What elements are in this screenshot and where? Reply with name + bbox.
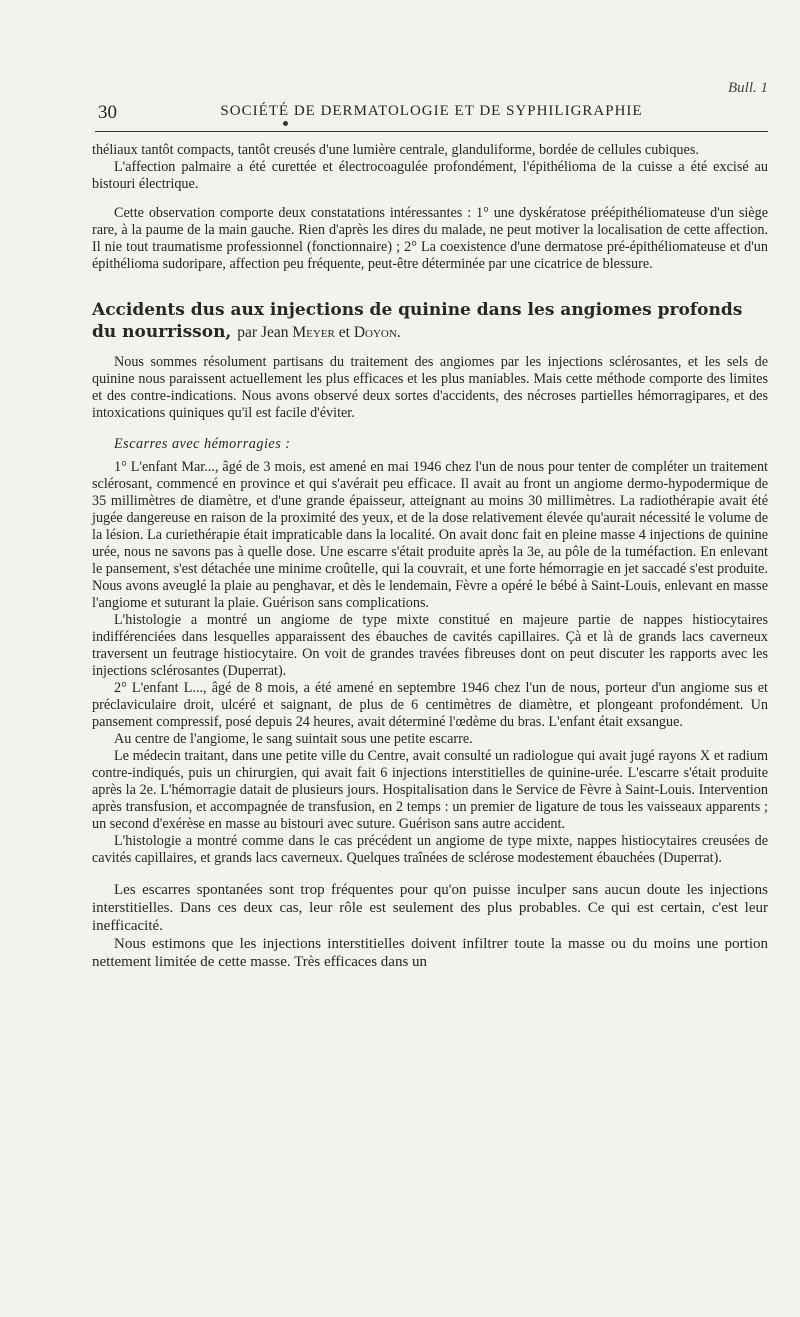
author1-last: Meyer xyxy=(292,324,335,341)
article-paragraph: 2° L'enfant L..., âgé de 8 mois, a été amené en septembre 1946 chez l'un de nous, porteur d'un angiome sus et préclaviculaire droit, ulcéré et saignant, de plus de 6 centimètres de diamètre, et plongeant profondément. Un pansement compressif, posé depuis 24 heures, avait déterminé l'œdème du bras. L'enfant était exsangue. xyxy=(92,680,768,730)
article-paragraph: Les escarres spontanées sont trop fréquentes pour qu'on puisse inculper sans aucun doute les injections interstitielles. Dans ces deux cas, leur rôle est seulement des plus probables. Ce qui est certain, c'est leur inefficacité. xyxy=(92,882,768,934)
article-title: Accidents dus aux injections de quinine dans les angiomes profonds du nourrisson, xyxy=(92,300,743,342)
article-paragraph: Nous estimons que les injections interstitielles doivent infiltrer toute la masse ou du moins une portion nettement limitée de cette masse. Très efficaces dans un xyxy=(92,936,768,970)
journal-title: SOCIÉTÉ DE DERMATOLOGIE ET DE SYPHILIGRAPHIE xyxy=(220,103,643,119)
article-byline: par Jean Meyer et Doyon. xyxy=(237,324,401,341)
prev-article-paragraph: L'affection palmaire a été curettée et électrocoagulée profondément, l'épithélioma de la cuisse a été excisé au bistouri électrique. xyxy=(92,159,768,192)
author2: Doyon xyxy=(353,324,397,341)
byline-and: et xyxy=(338,324,350,341)
article-title-block xyxy=(92,299,768,344)
ink-dot xyxy=(283,121,288,126)
author1-first: Jean xyxy=(260,324,289,341)
article-paragraph: L'histologie a montré comme dans le cas précédent un angiome de type mixte, nappes histiocytaires creusées de cavités capillaires, et grands lacs caverneux. Quelques traînées de sclérose modestement ébauchées (Duperrat). xyxy=(92,833,768,866)
byline-par: par xyxy=(237,324,258,341)
prev-article-paragraph: Cette observation comporte deux constatations intéressantes : 1° une dyskératose préépithéliomateuse d'un siège rare, à la paume de la main gauche. Rien d'après les dires du malade, ne peut motiver la localisation de cette affection. Il nie tout traumatisme professionnel (fonctionnaire) ; 2° La coexistence d'une dermatose pré-épithéliomateuse et d'un épithélioma sudoripare, affection peu fréquente, peut-être déterminée par une cicatrice de blessure. xyxy=(92,205,768,272)
page-number: 30 xyxy=(98,102,117,123)
body-text xyxy=(92,142,768,971)
article-paragraph: L'histologie a montré un angiome de type mixte constitué en majeure partie de nappes histiocytaires indifférenciées dans lesquelles apparaissent des ébauches de cavités capillaires. Çà et là de grands lacs caverneux traversent un feutrage histiocytaire. On voit de grandes travées fibreuses dont on peut discuter les rapports avec les injections sclérosantes (Duperrat). xyxy=(92,612,768,679)
article-paragraph: 1° L'enfant Mar..., âgé de 3 mois, est amené en mai 1946 chez l'un de nous pour tenter de compléter un traitement sclérosant, commencé en province et qui s'avérait peu efficace. Il avait au front un angiome dermo-hypodermique de 35 millimètres de diamètre, et d'une grande épaisseur, atteignant au moins 30 millimètres. La radiothérapie avait été jugée dangereuse en raison de la proximité des yeux, et de la dose relativement élevée qu'aurait nécessité le volume de la lésion. La curiethérapie était impraticable dans la localité. On avait donc fait en pleine masse 4 injections de quinine urée, nous ne savons pas à quelle dose. Une escarre s'était produite après la 3e, au pôle de la tuméfaction. En enlevant le pansement, s'est détachée une minime croûtelle, qui la couvrait, et une forte hémorragie en jet saccadé s'est produite. Nous avons aveuglé la plaie au penghavar, et dès le lendemain, Fèvre a opéré le bébé à Saint-Louis, enlevant en masse l'angiome et suturant la plaie. Guérison sans complications. xyxy=(92,459,768,611)
header-rule xyxy=(95,131,768,132)
prev-article-paragraph: théliaux tantôt compacts, tantôt creusés d'une lumière centrale, glanduliforme, bordée de cellules cubiques. xyxy=(92,142,699,158)
article-paragraph: Au centre de l'angiome, le sang suintait sous une petite escarre. xyxy=(114,731,473,747)
bulletin-mark: Bull. 1 xyxy=(728,80,768,96)
running-header xyxy=(95,102,768,126)
article-paragraph: Le médecin traitant, dans une petite ville du Centre, avait consulté un radiologue qui avait jugé rayons X et radium contre-indiqués, puis un chirurgien, qui avait fait 6 injections interstitielles de quinine-urée. L'escarre s'était produite après la 2e. L'hémorragie datait de plusieurs jours. Hospitalisation dans le Service de Fèvre à Saint-Louis. Intervention après transfusion, et accompagnée de transfusion, en 2 temps : un premier de ligature de tous les vaisseaux apparents ; un second d'exérèse en masse au bistouri avec suture. Guérison sans autre accident. xyxy=(92,748,768,832)
article-paragraph: Nous sommes résolument partisans du traitement des angiomes par les injections sclérosantes, et les sels de quinine nous paraissent actuellement les plus efficaces et les plus maniables. Mais cette méthode comporte des limites et des contre-indications. Nous avons observé deux sortes d'accidents, des nécroses partielles hémorragipares, et des intoxications quiniques qu'il est facile d'éviter. xyxy=(92,354,768,421)
section-subheading: Escarres avec hémorragies : xyxy=(114,436,291,452)
